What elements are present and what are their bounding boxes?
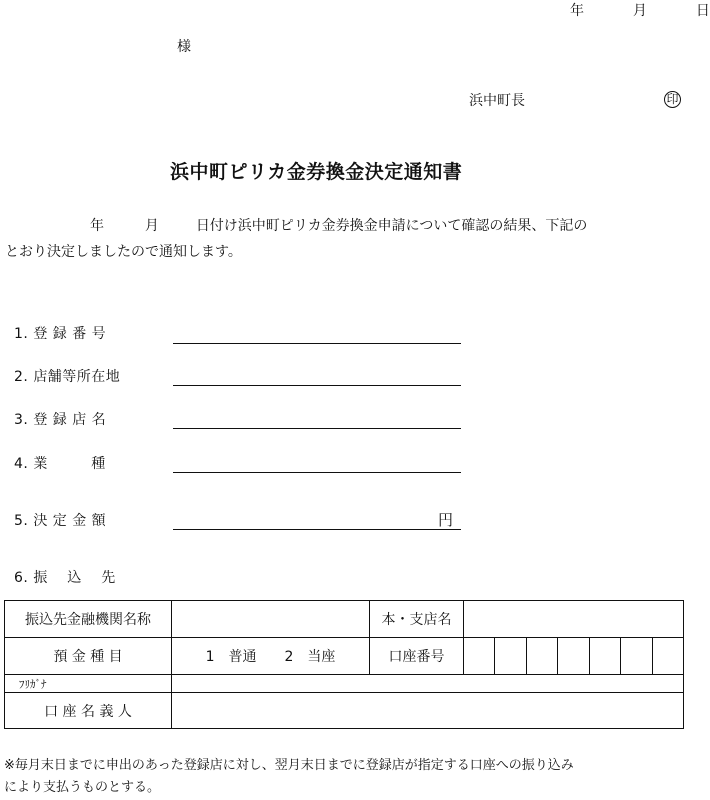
item-5-label: 決 定 金 額 xyxy=(33,513,107,529)
footnote-line-2: により支払うものとする。 xyxy=(4,780,161,795)
item-3-label: 登 録 店 名 xyxy=(33,412,107,428)
body-year: 年 xyxy=(90,218,104,234)
item-4 xyxy=(14,453,106,473)
item-3-number: 3. xyxy=(14,412,29,428)
addressee-suffix: 様 xyxy=(177,39,191,55)
seal-mark: 印 xyxy=(664,91,681,108)
body-line-1 xyxy=(90,214,587,238)
account-holder-label: 口 座 名 義 人 xyxy=(5,693,172,729)
account-digit-box[interactable] xyxy=(589,638,620,674)
account-digit-box[interactable] xyxy=(526,638,557,674)
item-5-number: 5. xyxy=(14,513,29,529)
document-title: 浜中町ピリカ金券換金決定通知書 xyxy=(170,161,463,183)
account-digit-box[interactable] xyxy=(557,638,588,674)
account-number-label: 口座番号 xyxy=(370,638,464,675)
account-digit-box[interactable] xyxy=(620,638,651,674)
date-year: 年 xyxy=(570,3,584,19)
account-number-field[interactable] xyxy=(464,638,684,675)
item-2 xyxy=(14,366,120,386)
deposit-type-options[interactable]: 1 普通 2 当座 xyxy=(172,638,370,675)
branch-label: 本・支店名 xyxy=(370,601,464,638)
item-1-label: 登 録 番 号 xyxy=(33,326,107,342)
item-4-number: 4. xyxy=(14,456,29,472)
footnote-line-1: ※毎月末日までに申出のあった登録店に対し、翌月末日までに登録店が指定する口座への振り込み xyxy=(4,758,574,773)
item-2-line[interactable] xyxy=(173,385,461,386)
item-3 xyxy=(14,409,106,429)
date-month: 月 xyxy=(632,3,647,19)
furigana-label: ﾌﾘｶﾞﾅ xyxy=(5,675,172,693)
furigana-field[interactable] xyxy=(172,675,684,693)
bank-account-table xyxy=(4,600,684,729)
item-4-line[interactable] xyxy=(173,472,461,473)
account-digit-box[interactable] xyxy=(464,638,494,674)
item-2-label: 店舗等所在地 xyxy=(33,369,121,385)
account-digit-box[interactable] xyxy=(652,638,683,674)
date-line xyxy=(570,0,710,20)
body-month: 月 xyxy=(144,218,159,234)
branch-field[interactable] xyxy=(464,601,684,638)
date-day: 日 xyxy=(695,3,710,19)
body-rest: 日付け浜中町ピリカ金券換金申請について確認の結果、下記の xyxy=(195,218,588,234)
account-holder-field[interactable] xyxy=(172,693,684,729)
item-2-number: 2. xyxy=(14,369,29,385)
item-1 xyxy=(14,323,106,343)
body-line-2: とおり決定しましたので通知します。 xyxy=(5,244,242,260)
item-4-label: 業 種 xyxy=(33,456,106,472)
bank-name-field[interactable] xyxy=(172,601,370,638)
account-number-digits xyxy=(464,638,683,674)
item-5-line[interactable] xyxy=(173,529,461,530)
item-6-label: 振 込 先 xyxy=(33,570,116,586)
account-digit-box[interactable] xyxy=(494,638,525,674)
item-6-number: 6. xyxy=(14,570,29,586)
item-1-line[interactable] xyxy=(173,343,461,344)
item-3-line[interactable] xyxy=(173,428,461,429)
deposit-type-label: 預 金 種 目 xyxy=(5,638,172,675)
item-5 xyxy=(14,510,106,530)
sender: 浜中町長 xyxy=(469,93,525,109)
item-1-number: 1. xyxy=(14,326,29,342)
yen-unit: 円 xyxy=(438,511,454,529)
bank-name-label: 振込先金融機関名称 xyxy=(5,601,172,638)
item-6 xyxy=(14,567,116,587)
